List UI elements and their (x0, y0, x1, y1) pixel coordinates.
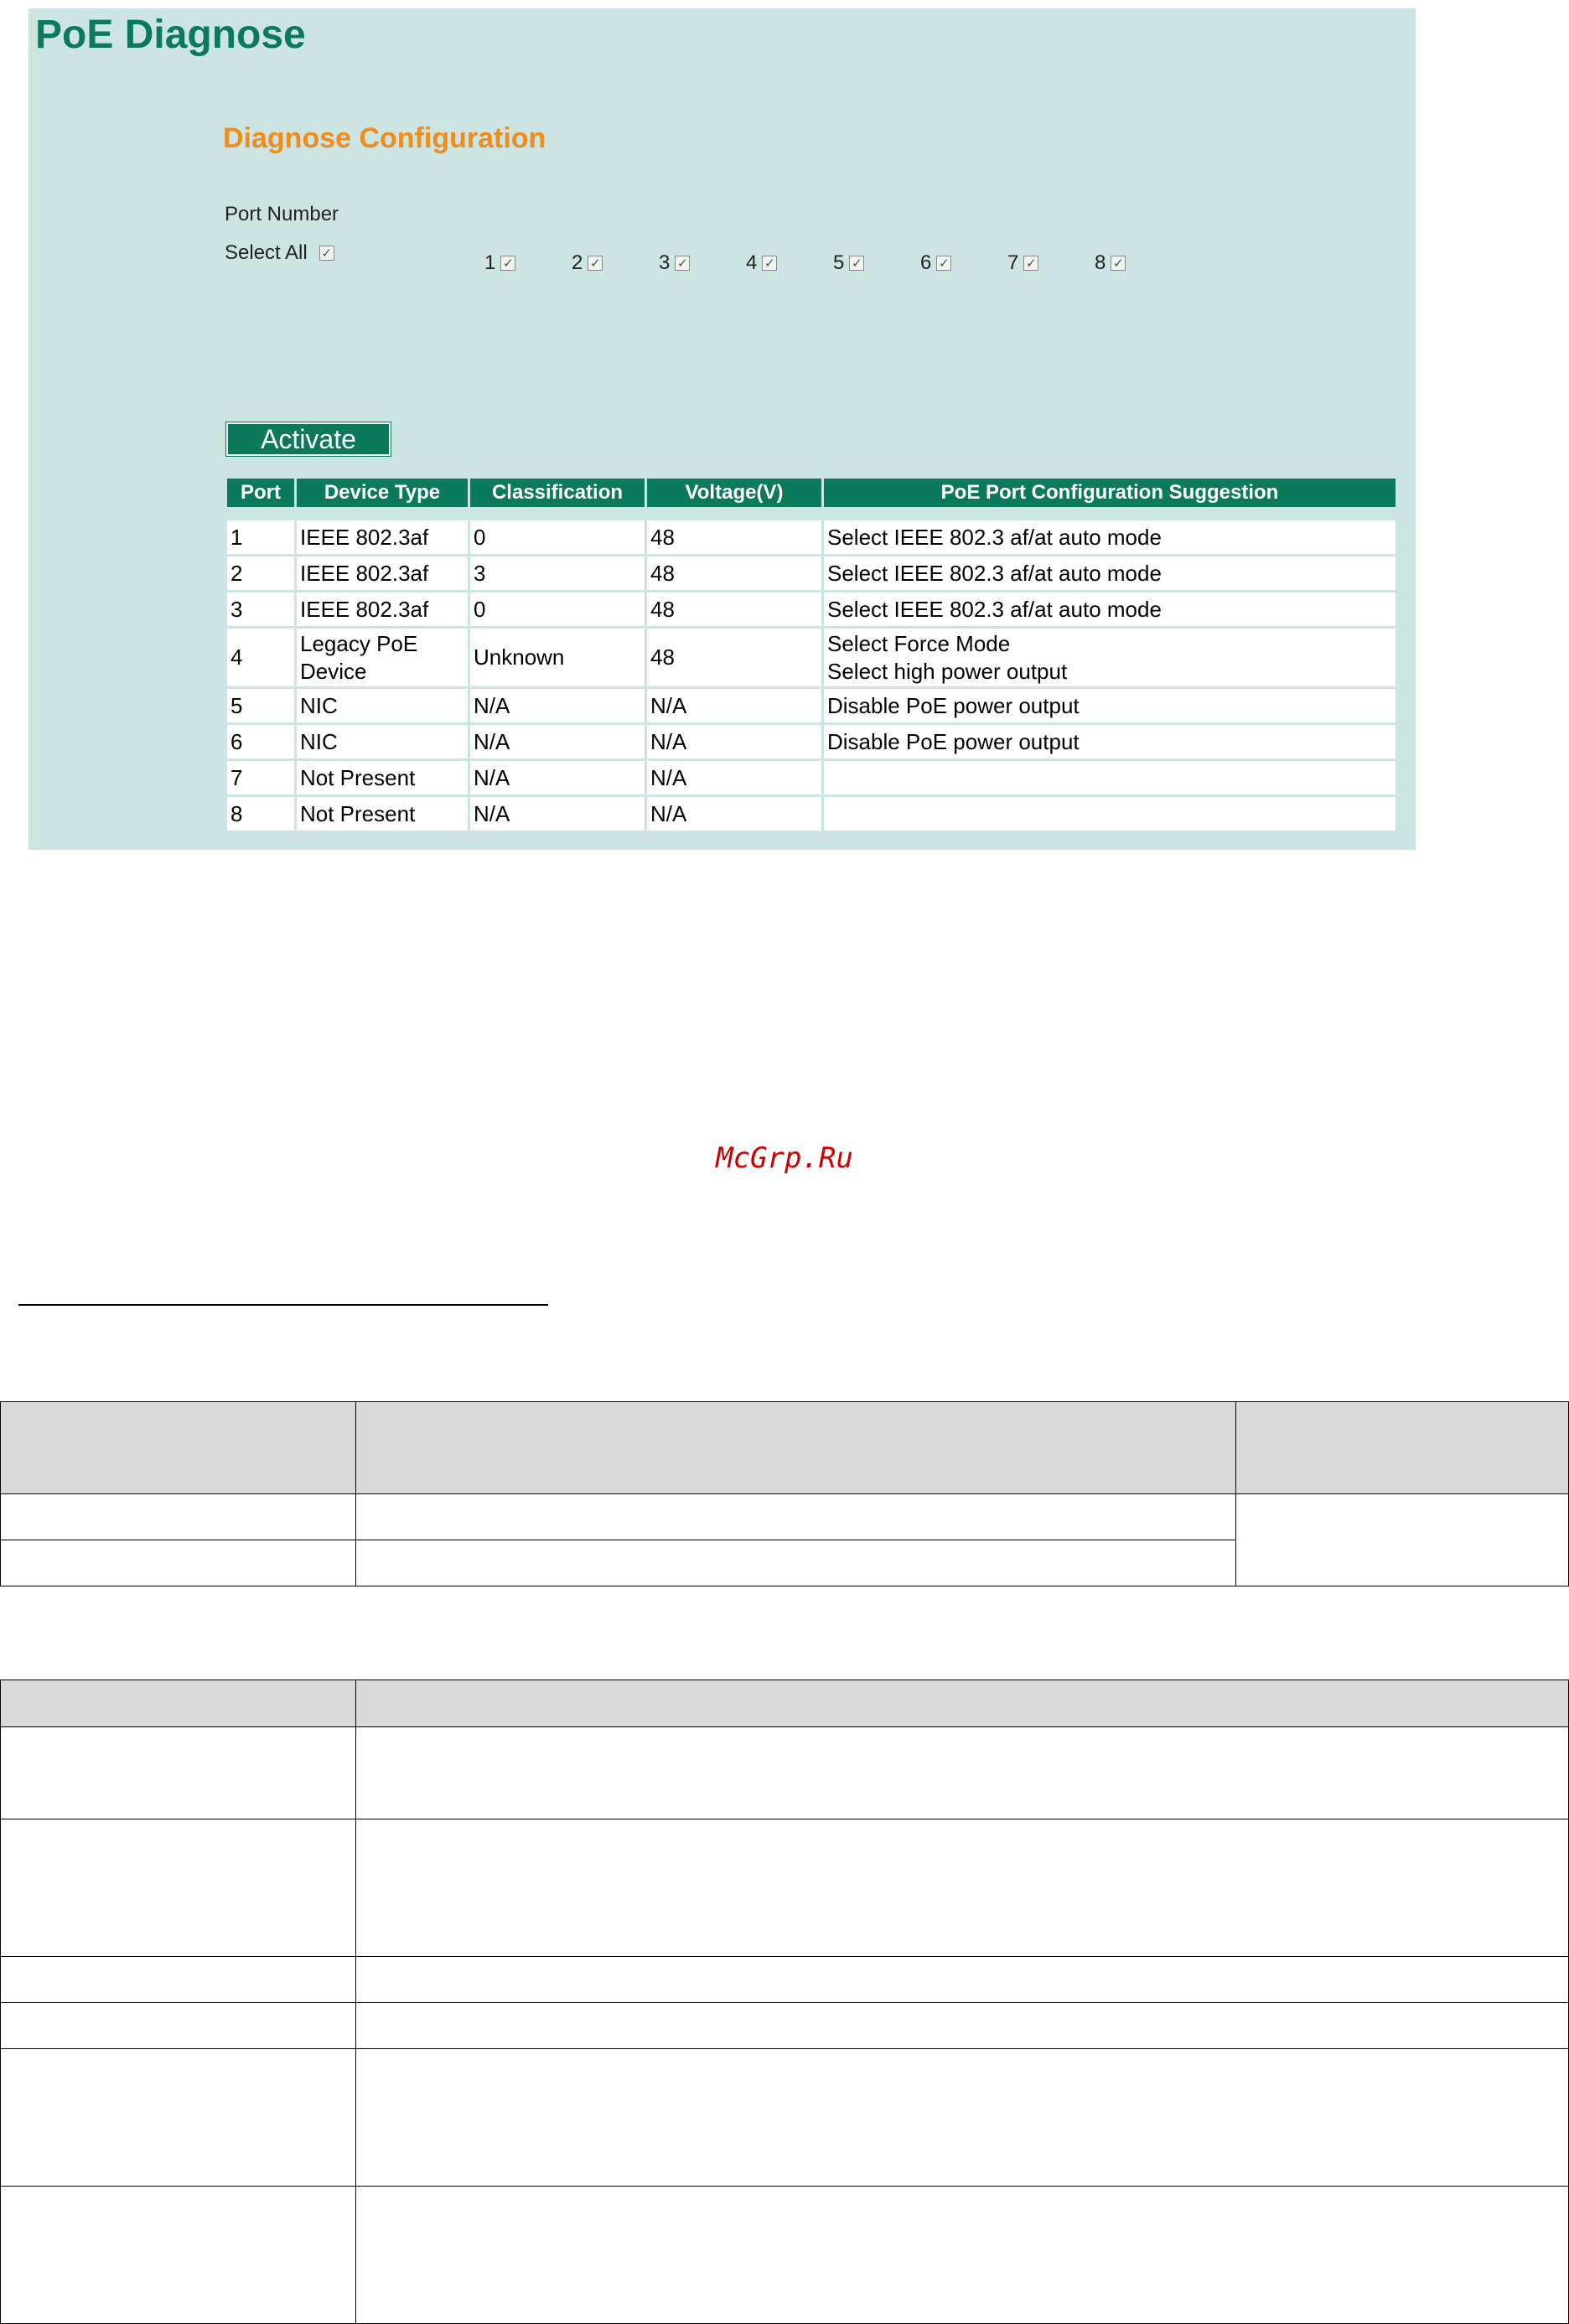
doc-table-cell (1236, 1494, 1569, 1586)
table-cell: Select IEEE 802.3 af/at auto mode (824, 520, 1396, 554)
doc-table-cell (356, 1402, 1236, 1494)
table-cell: 48 (647, 593, 821, 626)
port-label: 1 (484, 251, 496, 274)
port-label: 2 (572, 251, 583, 274)
doc-table-cell (356, 2003, 1569, 2049)
port-checkbox-7[interactable] (1007, 251, 1095, 275)
doc-table-2 (0, 1680, 1569, 2324)
doc-table-cell (1, 1402, 356, 1494)
doc-table-row (1, 1957, 1569, 2003)
port-label: 7 (1007, 251, 1019, 274)
table-cell (824, 761, 1396, 795)
doc-table-cell (1, 2003, 356, 2049)
table-header-row (227, 479, 1396, 507)
column-header: Classification (470, 479, 645, 507)
doc-table-cell (1236, 1402, 1569, 1494)
table-row (227, 761, 1396, 795)
table-cell: 3 (227, 593, 294, 626)
table-cell: 8 (227, 797, 294, 831)
table-cell: Select IEEE 802.3 af/at auto mode (824, 593, 1396, 626)
doc-table-row (1, 2003, 1569, 2049)
doc-table-row (1, 1727, 1569, 1819)
table-cell: 6 (227, 725, 294, 758)
table-cell: Unknown (470, 629, 645, 686)
table-cell: N/A (470, 797, 645, 831)
table-cell: Disable PoE power output (824, 725, 1396, 758)
port-checkbox-8[interactable] (1095, 251, 1182, 275)
table-row (227, 797, 1396, 831)
column-header: Port (227, 479, 294, 507)
checkbox-checked-icon[interactable]: ✓ (500, 256, 515, 271)
table-cell: 48 (647, 520, 821, 554)
checkbox-checked-icon[interactable]: ✓ (588, 256, 603, 271)
table-cell: N/A (647, 797, 821, 831)
table-row (227, 689, 1396, 722)
checkbox-checked-icon[interactable]: ✓ (936, 256, 951, 271)
table-row (227, 629, 1396, 686)
table-cell: Select IEEE 802.3 af/at auto mode (824, 556, 1396, 590)
table-cell: 48 (647, 629, 821, 686)
table-cell (824, 797, 1396, 831)
table-cell: 7 (227, 761, 294, 795)
table-cell: N/A (647, 725, 821, 758)
doc-table-cell (356, 1819, 1569, 1957)
doc-table-cell (1, 1727, 356, 1819)
doc-table-cell (1, 2049, 356, 2187)
port-checkbox-1[interactable] (484, 251, 572, 275)
table-cell: 48 (647, 556, 821, 590)
table-cell: IEEE 802.3af (297, 593, 468, 626)
activate-button[interactable]: Activate (226, 422, 391, 456)
port-label: 4 (746, 251, 758, 274)
port-checkbox-2[interactable] (572, 251, 659, 275)
doc-table-cell (1, 2187, 356, 2324)
table-cell: N/A (470, 689, 645, 722)
port-number-label: Port Number (225, 203, 339, 225)
port-label: 8 (1095, 251, 1106, 274)
table-row (227, 593, 1396, 626)
port-label: 6 (920, 251, 932, 274)
doc-table-row (1, 1819, 1569, 1957)
table-cell: IEEE 802.3af (297, 520, 468, 554)
doc-table-cell (1, 1819, 356, 1957)
poe-diagnose-panel (28, 8, 1416, 850)
doc-table-cell (356, 1680, 1569, 1727)
table-cell: IEEE 802.3af (297, 556, 468, 590)
port-checkbox-6[interactable] (920, 251, 1007, 275)
checkbox-checked-icon[interactable]: ✓ (1023, 256, 1038, 271)
table-cell: Not Present (297, 761, 468, 795)
table-row (227, 520, 1396, 554)
table-cell: 5 (227, 689, 294, 722)
checkbox-checked-icon[interactable]: ✓ (849, 256, 864, 271)
doc-table-cell (1, 1540, 356, 1586)
doc-table-cell (356, 2049, 1569, 2187)
table-body (227, 510, 1396, 831)
table-cell: N/A (647, 689, 821, 722)
diagnose-results-table (225, 476, 1398, 833)
column-header: PoE Port Configuration Suggestion (824, 479, 1396, 507)
table-cell: N/A (647, 761, 821, 795)
table-cell: 4 (227, 629, 294, 686)
section-underline (18, 1304, 548, 1306)
table-spacer (227, 510, 1396, 518)
table-cell: Not Present (297, 797, 468, 831)
doc-table-cell (1, 1494, 356, 1540)
doc-table-cell (1, 1680, 356, 1727)
column-header: Voltage(V) (647, 479, 821, 507)
select-all-checkbox[interactable]: ✓ (319, 246, 334, 261)
column-header: Device Type (297, 479, 468, 507)
port-checkbox-5[interactable] (833, 251, 920, 275)
port-checkbox-group (484, 251, 1182, 275)
table-row (227, 725, 1396, 758)
table-cell: 3 (470, 556, 645, 590)
doc-table-header-row (1, 1402, 1569, 1494)
port-checkbox-3[interactable] (659, 251, 746, 275)
doc-table-cell (356, 1494, 1236, 1540)
watermark: McGrp.Ru (716, 1141, 853, 1175)
section-title: Diagnose Configuration (223, 122, 546, 154)
doc-table-row (1, 2049, 1569, 2187)
table-cell: 0 (470, 593, 645, 626)
doc-table-row (1, 1494, 1569, 1540)
table-cell: Select Force Mode Select high power output (824, 629, 1396, 686)
doc-table-row (1, 2187, 1569, 2324)
doc-table-header-row (1, 1680, 1569, 1727)
page-title: PoE Diagnose (35, 13, 306, 57)
table-cell: 1 (227, 520, 294, 554)
table-row (227, 556, 1396, 590)
doc-table-cell (1, 1957, 356, 2003)
table-cell: NIC (297, 689, 468, 722)
table-cell: NIC (297, 725, 468, 758)
port-label: 3 (659, 251, 671, 274)
doc-table-cell (356, 2187, 1569, 2324)
checkbox-checked-icon[interactable]: ✓ (762, 256, 777, 271)
doc-table-cell (356, 1727, 1569, 1819)
table-cell: 2 (227, 556, 294, 590)
doc-table-1 (0, 1401, 1569, 1586)
table-cell: N/A (470, 725, 645, 758)
table-cell: N/A (470, 761, 645, 795)
checkbox-checked-icon[interactable]: ✓ (1111, 256, 1126, 271)
port-checkbox-4[interactable] (746, 251, 833, 275)
checkbox-checked-icon[interactable]: ✓ (675, 256, 690, 271)
port-label: 5 (833, 251, 845, 274)
select-all-label: Select All (225, 241, 308, 264)
doc-table-cell (356, 1540, 1236, 1586)
table-cell: Disable PoE power output (824, 689, 1396, 722)
doc-table-cell (356, 1957, 1569, 2003)
table-cell: 0 (470, 520, 645, 554)
select-all-control[interactable] (225, 241, 334, 265)
table-cell: Legacy PoE Device (297, 629, 468, 686)
